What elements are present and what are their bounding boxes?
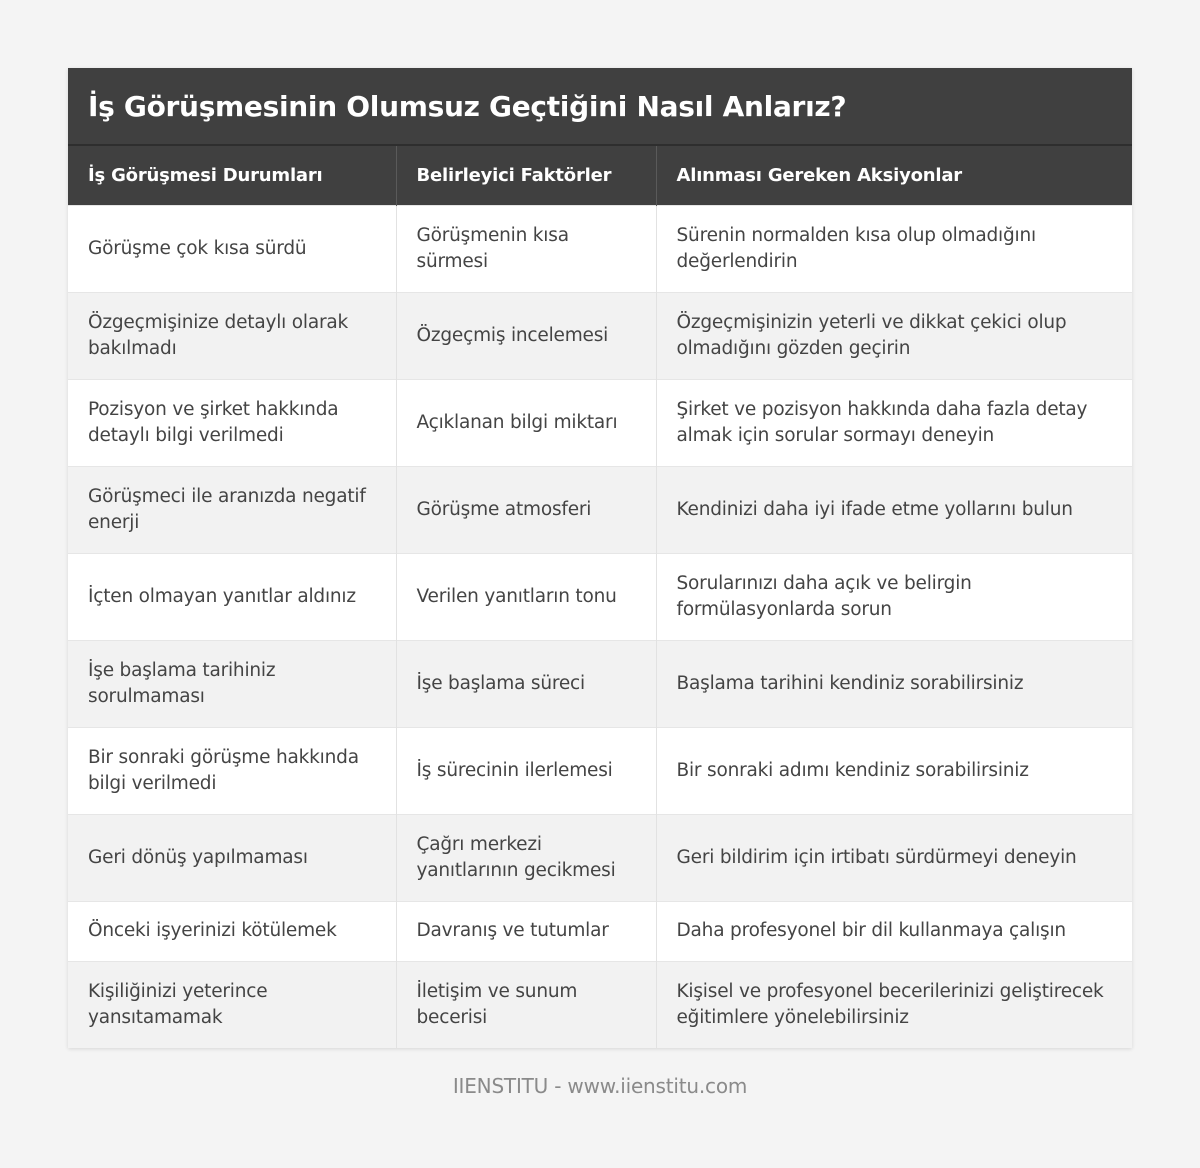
factor-cell: Çağrı merkezi yanıtlarının gecikmesi [396, 814, 656, 901]
action-cell: Kişisel ve profesyonel becerilerinizi geliştirecek eğitimlere yönelebilirsiniz [656, 961, 1132, 1048]
table-row [68, 292, 1132, 379]
action-cell: Sorularınızı daha açık ve belirgin formülasyonlarda sorun [656, 553, 1132, 640]
table-title: İş Görüşmesinin Olumsuz Geçtiğini Nasıl Anlarız? [68, 68, 1132, 144]
situation-cell: Geri dönüş yapılmaması [68, 814, 396, 901]
table-row [68, 205, 1132, 292]
header-row [68, 145, 1132, 205]
table-row [68, 814, 1132, 901]
factor-cell: Verilen yanıtların tonu [396, 553, 656, 640]
table-row [68, 466, 1132, 553]
data-table [68, 144, 1132, 1048]
situation-cell: İşe başlama tarihiniz sorulmaması [68, 640, 396, 727]
factor-cell: İş sürecinin ilerlemesi [396, 727, 656, 814]
action-cell: Bir sonraki adımı kendiniz sorabilirsiniz [656, 727, 1132, 814]
factor-cell: Davranış ve tutumlar [396, 901, 656, 961]
situation-cell: Pozisyon ve şirket hakkında detaylı bilgi verilmedi [68, 379, 396, 466]
situation-cell: Özgeçmişinize detaylı olarak bakılmadı [68, 292, 396, 379]
column-header-situations: İş Görüşmesi Durumları [68, 145, 396, 205]
action-cell: Kendinizi daha iyi ifade etme yollarını bulun [656, 466, 1132, 553]
situation-cell: Önceki işyerinizi kötülemek [68, 901, 396, 961]
action-cell: Geri bildirim için irtibatı sürdürmeyi deneyin [656, 814, 1132, 901]
situation-cell: Kişiliğinizi yeterince yansıtamamak [68, 961, 396, 1048]
table-row [68, 901, 1132, 961]
table-card [68, 68, 1132, 1048]
factor-cell: Görüşmenin kısa sürmesi [396, 205, 656, 292]
factor-cell: İletişim ve sunum becerisi [396, 961, 656, 1048]
factor-cell: Görüşme atmosferi [396, 466, 656, 553]
column-header-actions: Alınması Gereken Aksiyonlar [656, 145, 1132, 205]
action-cell: Sürenin normalden kısa olup olmadığını değerlendirin [656, 205, 1132, 292]
situation-cell: Bir sonraki görüşme hakkında bilgi verilmedi [68, 727, 396, 814]
action-cell: Daha profesyonel bir dil kullanmaya çalışın [656, 901, 1132, 961]
action-cell: Şirket ve pozisyon hakkında daha fazla detay almak için sorular sormayı deneyin [656, 379, 1132, 466]
table-row [68, 961, 1132, 1048]
situation-cell: Görüşme çok kısa sürdü [68, 205, 396, 292]
factor-cell: İşe başlama süreci [396, 640, 656, 727]
table-header [68, 145, 1132, 205]
factor-cell: Açıklanan bilgi miktarı [396, 379, 656, 466]
action-cell: Başlama tarihini kendiniz sorabilirsiniz [656, 640, 1132, 727]
factor-cell: Özgeçmiş incelemesi [396, 292, 656, 379]
table-row [68, 379, 1132, 466]
situation-cell: İçten olmayan yanıtlar aldınız [68, 553, 396, 640]
table-row [68, 727, 1132, 814]
action-cell: Özgeçmişinizin yeterli ve dikkat çekici olup olmadığını gözden geçirin [656, 292, 1132, 379]
situation-cell: Görüşmeci ile aranızda negatif enerji [68, 466, 396, 553]
footer-credit: IIENSTITU - www.iienstitu.com [452, 1074, 748, 1098]
column-header-factors: Belirleyici Faktörler [396, 145, 656, 205]
table-row [68, 640, 1132, 727]
table-row [68, 553, 1132, 640]
table-body [68, 205, 1132, 1048]
